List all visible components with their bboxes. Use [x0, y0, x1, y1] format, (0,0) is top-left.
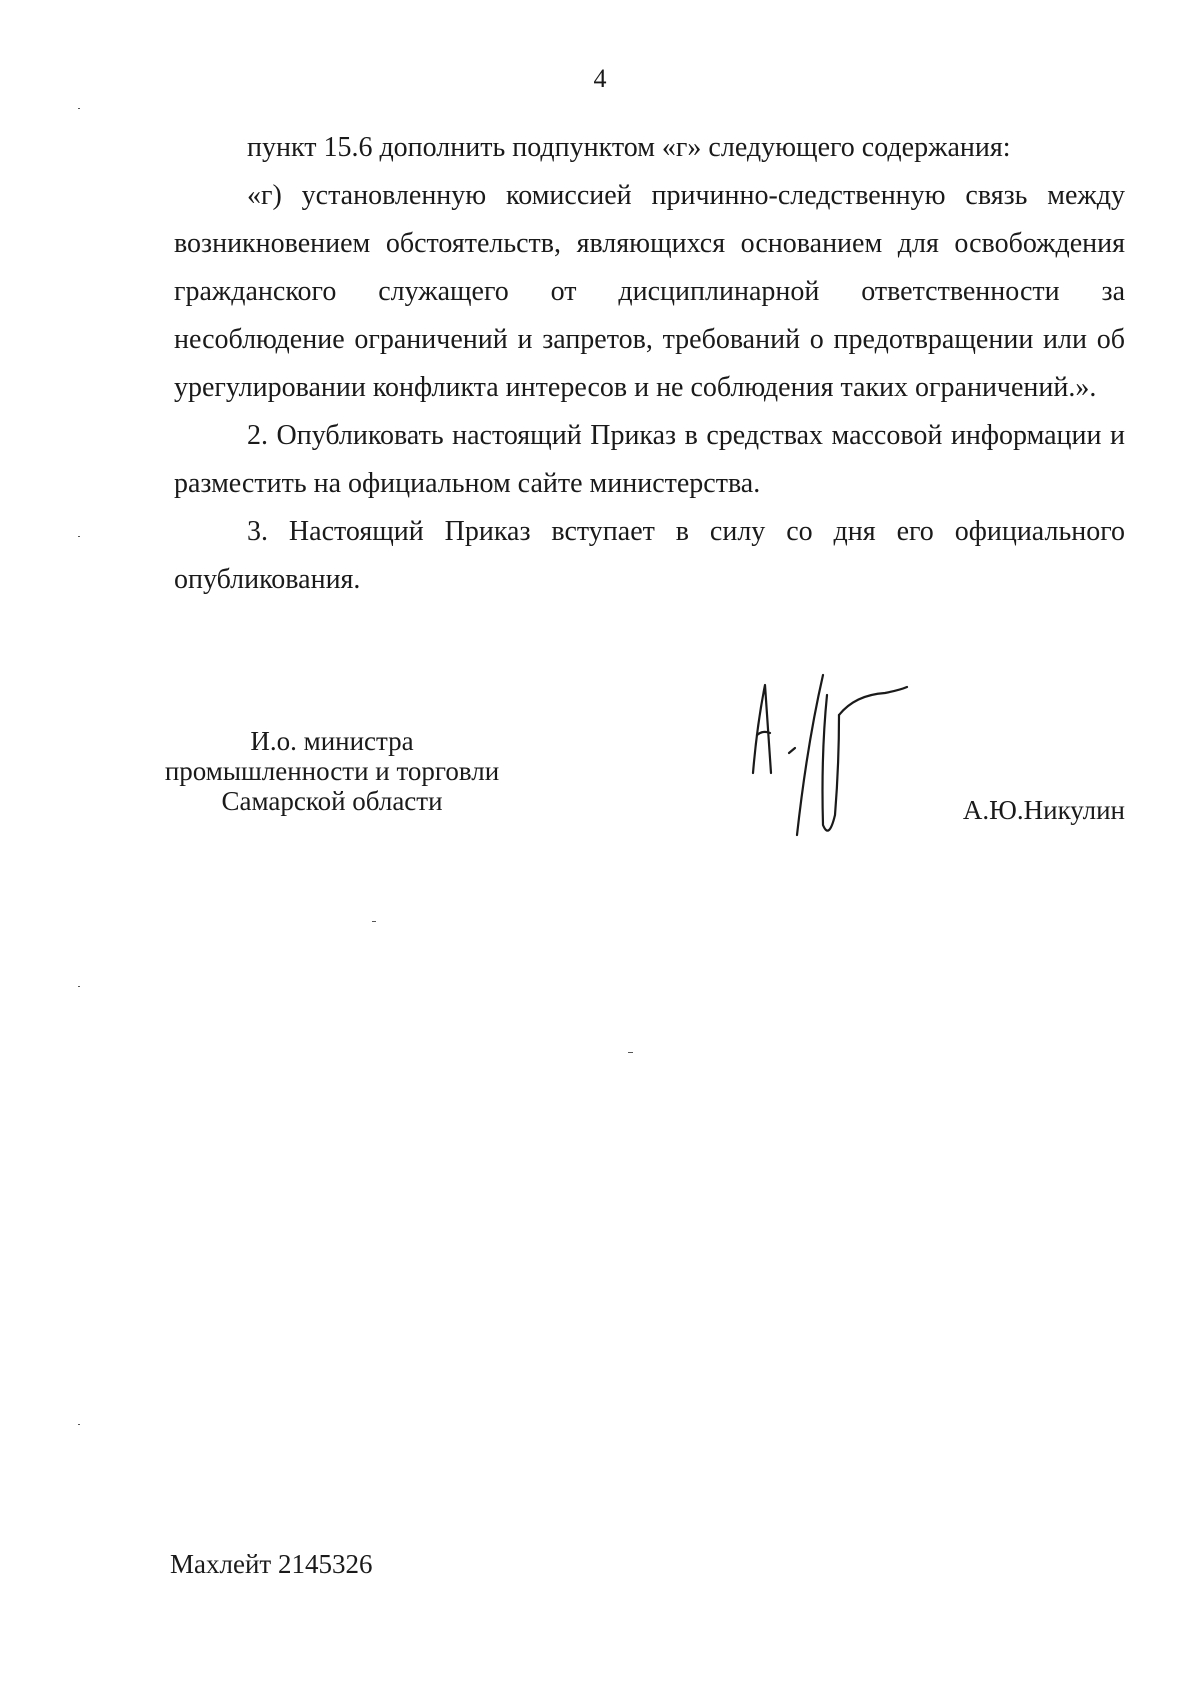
handwritten-signature [735, 655, 975, 875]
executor-info: Махлейт 2145326 [170, 1549, 373, 1579]
paragraph-subitem-g: «г) установленную комиссией причинно-следственную связь между возникновением обстоятельств, являющихся основанием для освобождения гражданского служащего от дисциплинарной ответственности за несоблюдение ограничений и запретов, требований о предотвращении или об урегулировании конфликта интересов и не соблюдения таких ограничений.». [174, 180, 1125, 403]
scan-speck [78, 108, 80, 109]
scan-speck [78, 1424, 80, 1425]
scan-speck [78, 536, 80, 537]
signatory-position-line: Самарской области [221, 786, 443, 816]
signatory-position [150, 726, 514, 816]
document-body [174, 124, 1125, 604]
paragraph-amendment-intro: пункт 15.6 дополнить подпунктом «г» следующего содержания: [247, 132, 1011, 163]
scan-speck [372, 921, 376, 922]
paragraph-publish: 2. Опубликовать настоящий Приказ в средствах массовой информации и разместить на официальном сайте министерства. [174, 420, 1125, 499]
scan-speck [628, 1052, 633, 1053]
signatory-name: А.Ю.Никулин [962, 795, 1125, 825]
scan-speck [78, 986, 80, 987]
page-number: 4 [593, 64, 607, 93]
signatory-position-line: промышленности и торговли [164, 756, 500, 786]
paragraph-effective-date: 3. Настоящий Приказ вступает в силу со дня его официального опубликования. [174, 516, 1125, 595]
signatory-position-line: И.о. министра [250, 726, 414, 756]
